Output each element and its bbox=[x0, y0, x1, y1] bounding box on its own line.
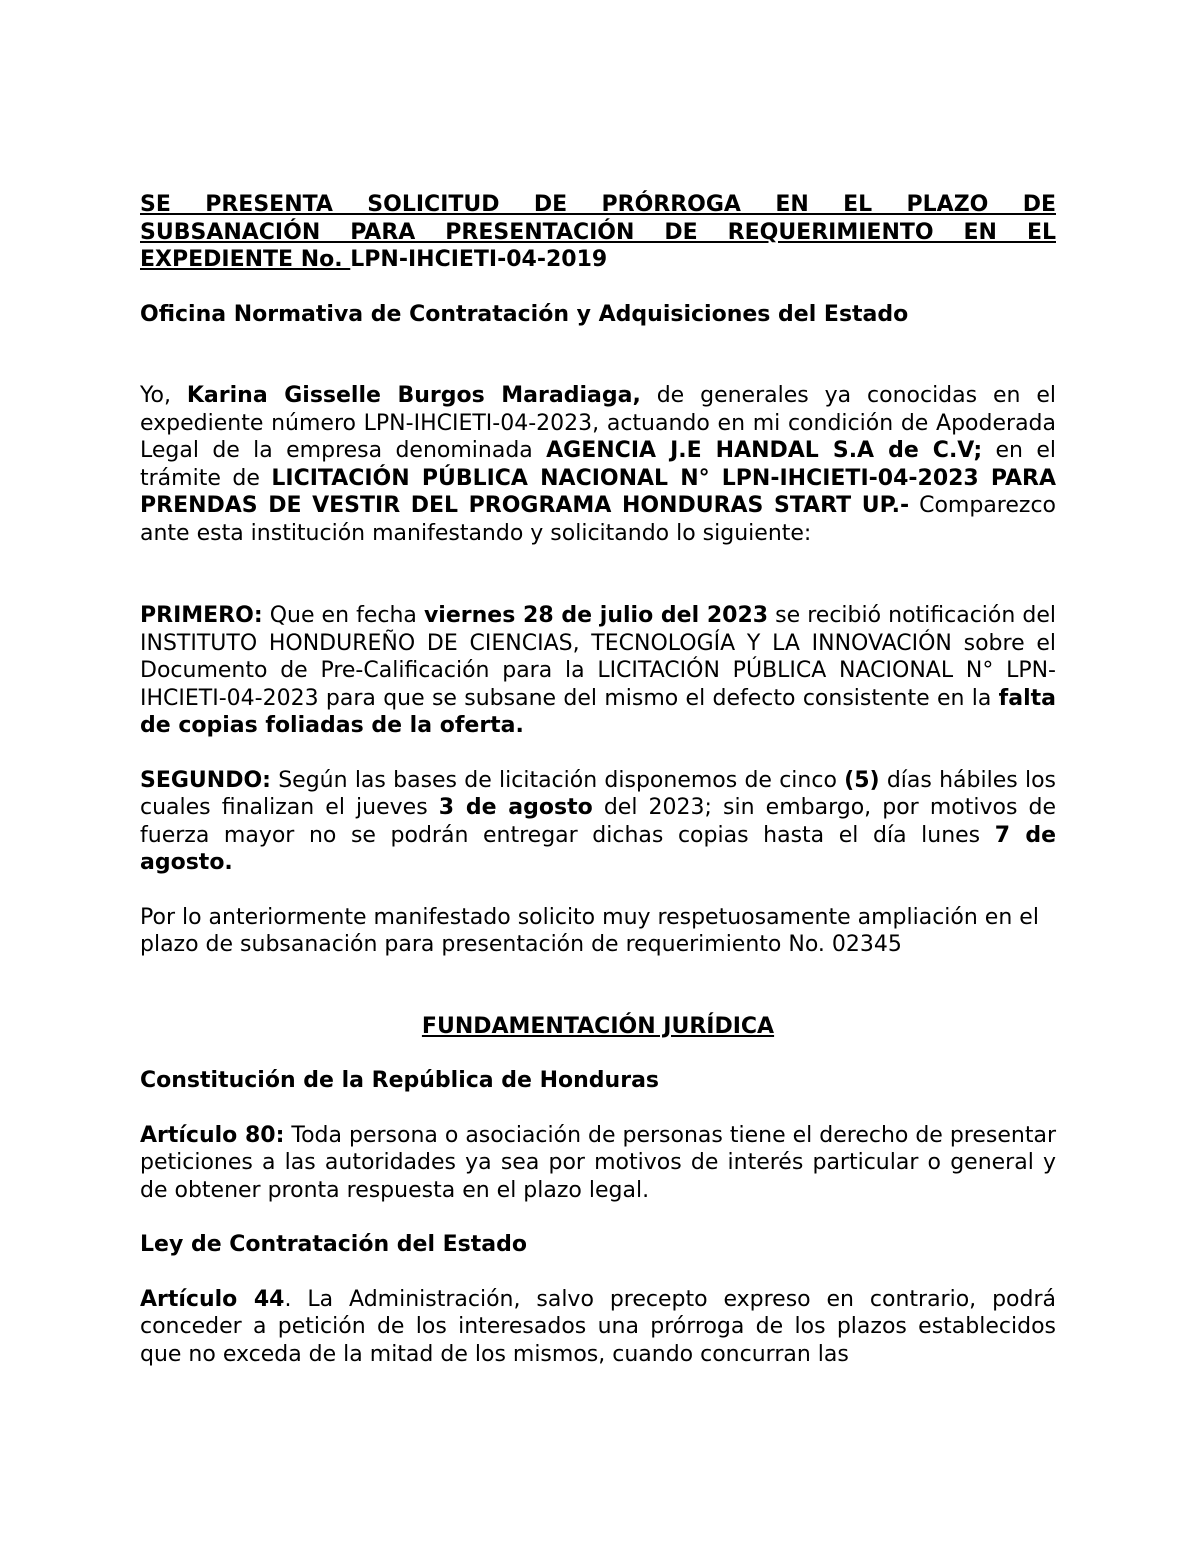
segundo-text-3: del 2023; sin embargo, por motivos de fuerza mayor no se podrán entregar dichas copias hasta el día lunes bbox=[140, 795, 1057, 848]
request-paragraph: Por lo anteriormente manifestado solicito muy respetuosamente ampliación en el plazo de subsanación para presentación de requerimiento No. 02345 bbox=[140, 904, 1039, 957]
applicant-name: Karina Gisselle Burgos Maradiaga, bbox=[186, 383, 641, 408]
article-80-paragraph bbox=[140, 1122, 1056, 1205]
document-title-line-3 bbox=[140, 246, 1056, 274]
days-count: (5) bbox=[844, 767, 880, 793]
notification-date: viernes 28 de julio del 2023 bbox=[423, 603, 769, 628]
constitution-heading: Constitución de la República de Honduras bbox=[140, 1068, 660, 1093]
deadline-date: 3 de agosto bbox=[438, 795, 593, 820]
article-80-label: Artículo 80: bbox=[140, 1122, 285, 1148]
segundo-text-2: días hábiles los cuales finalizan el jueves bbox=[140, 767, 1057, 820]
article-80-text: Toda persona o asociación de personas tiene el derecho de presentar peticiones a las autoridades ya sea por motivos de interés particular o general y de obtener pronta respuesta en el plazo legal. bbox=[140, 1122, 1056, 1203]
document-title-line-1 bbox=[140, 191, 1056, 219]
title-line-3-underlined: EXPEDIENTE No. bbox=[140, 247, 351, 272]
legal-foundation-heading: FUNDAMENTACIÓN JURÍDICA bbox=[421, 1013, 775, 1039]
new-delivery-date: 7 de agosto. bbox=[140, 822, 1056, 875]
contracting-law-heading: Ley de Contratación del Estado bbox=[140, 1232, 527, 1257]
segundo-paragraph bbox=[140, 767, 1056, 877]
tender-name: LICITACIÓN PÚBLICA NACIONAL N° LPN-IHCIETI-04-2023 PARA PRENDAS DE VESTIR DEL PROGRAMA HONDURAS START UP.- bbox=[140, 465, 1056, 518]
article-44-paragraph bbox=[140, 1286, 1056, 1369]
title-line-2-text: SUBSANACIÓN PARA PRESENTACIÓN DE REQUERIMIENTO EN EL bbox=[140, 219, 1056, 245]
defect-description: falta de copias foliadas de la oferta. bbox=[140, 685, 1056, 738]
intro-text-1: Yo, bbox=[140, 383, 187, 408]
intro-paragraph bbox=[140, 382, 1056, 547]
intro-text-2: de generales ya conocidas en el expediente número LPN-IHCIETI-04-2023, actuando en mi condición de Apoderada Legal de la empresa denominada bbox=[140, 383, 1057, 463]
article-44-label: Artículo 44 bbox=[140, 1286, 285, 1312]
segundo-text-1: Según las bases de licitación disponemos de cinco bbox=[270, 767, 845, 793]
article-44-text: . La Administración, salvo precepto expreso en contrario, podrá conceder a petición de los interesados una prórroga de los plazos establecidos que no exceda de la mitad de los mismos, cuando concurran las bbox=[140, 1286, 1056, 1367]
segundo-label: SEGUNDO: bbox=[140, 767, 271, 793]
intro-text-4: Comparezco ante esta institución manifestando y solicitando lo siguiente: bbox=[140, 493, 1056, 546]
primero-paragraph bbox=[140, 602, 1056, 740]
primero-text-2: se recibió notificación del INSTITUTO HONDUREÑO DE CIENCIAS, TECNOLOGÍA Y LA INNOVACIÓN sobre el Documento de Pre-Calificación para la LICITACIÓN PÚBLICA NACIONAL N° LPN-IHCIETI-04-2023 para que se subsane del mismo el defecto consistente en la bbox=[140, 603, 1056, 711]
document-title-line-2 bbox=[140, 219, 1056, 247]
primero-label: PRIMERO: bbox=[140, 603, 263, 628]
intro-text-3: en el trámite de bbox=[140, 438, 1056, 491]
company-name: AGENCIA J.E HANDAL S.A de C.V; bbox=[546, 438, 983, 463]
title-line-1-text: SE PRESENTA SOLICITUD DE PRÓRROGA EN EL PLAZO DE bbox=[140, 192, 1056, 217]
addressee: Oficina Normativa de Contratación y Adquisiciones del Estado bbox=[140, 301, 909, 327]
title-expediente-number: LPN-IHCIETI-04-2019 bbox=[350, 247, 608, 272]
document-body bbox=[140, 191, 1056, 1368]
primero-text-1: Que en fecha bbox=[262, 603, 424, 628]
